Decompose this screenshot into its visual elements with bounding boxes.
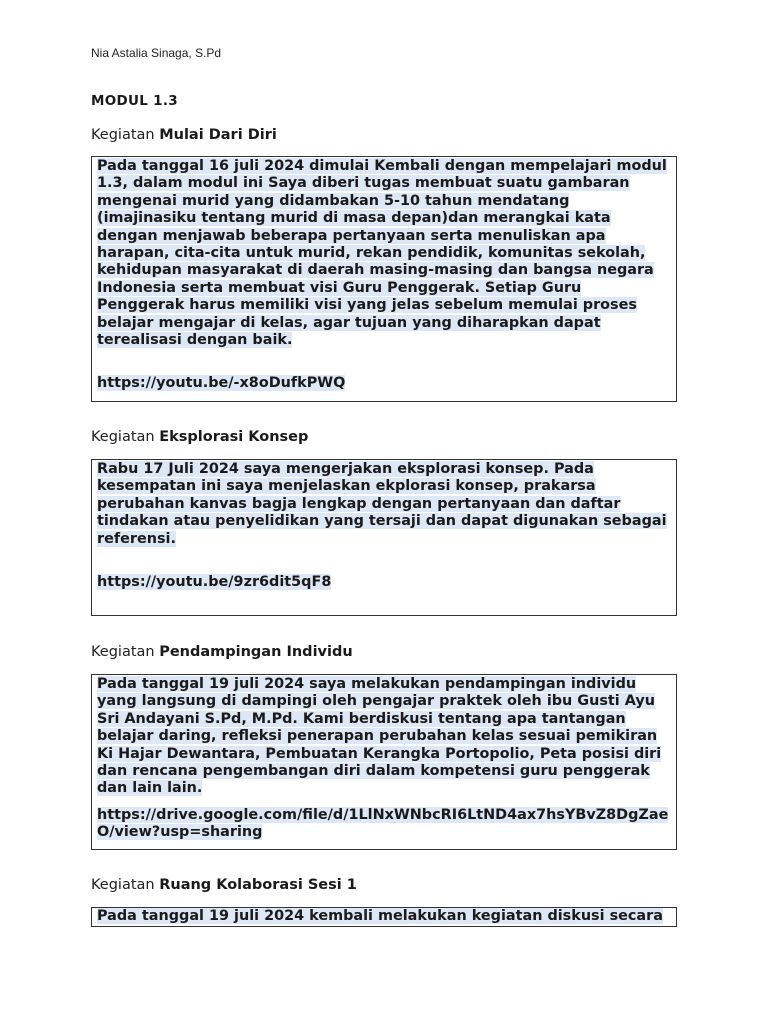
section-body-text: Pada tanggal 19 juli 2024 kembali melakukan kegiatan diskusi secara	[97, 908, 663, 924]
section-body-text: Rabu 17 Juli 2024 saya mengerjakan eksplorasi konsep. Pada kesempatan ini saya menjelaskan ekplorasi konsep, prakarsa perubahan kanvas bagja lengkap dengan pertanyaan dan daftar tindakan atau penyelidikan yang tersaji dan dapat digunakan sebagai referensi.	[97, 461, 667, 547]
section-heading-name: Eksplorasi Konsep	[159, 429, 309, 445]
section-box-eksplorasi-konsep	[91, 459, 677, 616]
section-body-text: Pada tanggal 19 juli 2024 saya melakukan pendampingan individu yang langsung di dampingi oleh pengajar praktek oleh ibu Gusti Ayu Sri Andayani S.Pd, M.Pd. Kami berdiskusi tentang apa tantangan belajar daring, refleksi penerapan perubahan kelas sesuai pemikiran Ki Hajar Dewantara, Pembuatan Kerangka Portopolio, Peta posisi diri dan rencana pengembangan diri dalam kompetensi guru penggerak dan lain lain.	[97, 676, 662, 797]
section-heading-lead: Kegiatan	[91, 429, 155, 445]
section-heading-name: Ruang Kolaborasi Sesi 1	[159, 877, 357, 893]
section-heading-mulai-dari-diri	[91, 127, 277, 143]
section-body-text: Pada tanggal 16 juli 2024 dimulai Kembali dengan mempelajari modul 1.3, dalam modul ini Saya diberi tugas membuat suatu gambaran mengenai murid yang didambakan 5-10 tahun mendatang (imajinasiku tentang murid di masa depan)dan merangkai kata dengan menjawab beberapa pertanyaan serta menuliskan apa harapan, cita-cita untuk murid, rekan pendidik, komunitas sekolah, kehidupan masyarakat di daerah masing-masing dan bangsa negara Indonesia serta membuat visi Guru Penggerak. Setiap Guru Penggerak harus memiliki visi yang jelas sebelum memulai proses belajar mengajar di kelas, agar tujuan yang diharapkan dapat terealisasi dengan baik.	[97, 158, 667, 349]
section-box-mulai-dari-diri	[91, 156, 677, 402]
section-heading-pendampingan-individu	[91, 644, 353, 660]
section-link[interactable]: https://youtu.be/-x8oDufkPWQ	[97, 375, 346, 392]
section-link[interactable]: https://youtu.be/9zr6dit5qF8	[97, 574, 332, 591]
module-title: MODUL 1.3	[91, 93, 178, 109]
section-heading-name: Mulai Dari Diri	[159, 127, 277, 143]
section-box-pendampingan-individu	[91, 674, 677, 850]
section-heading-lead: Kegiatan	[91, 644, 155, 660]
section-heading-lead: Kegiatan	[91, 877, 155, 893]
section-link[interactable]: https://drive.google.com/file/d/1LlNxWNbcRI6LtND4ax7hsYBvZ8DgZaeO/view?usp=sharing	[97, 806, 669, 841]
section-heading-lead: Kegiatan	[91, 127, 155, 143]
section-heading-eksplorasi-konsep	[91, 429, 308, 445]
section-box-ruang-kolaborasi	[91, 907, 677, 927]
document-author: Nia Astalia Sinaga, S.Pd	[91, 46, 222, 60]
section-heading-ruang-kolaborasi	[91, 877, 357, 893]
section-heading-name: Pendampingan Individu	[159, 644, 353, 660]
